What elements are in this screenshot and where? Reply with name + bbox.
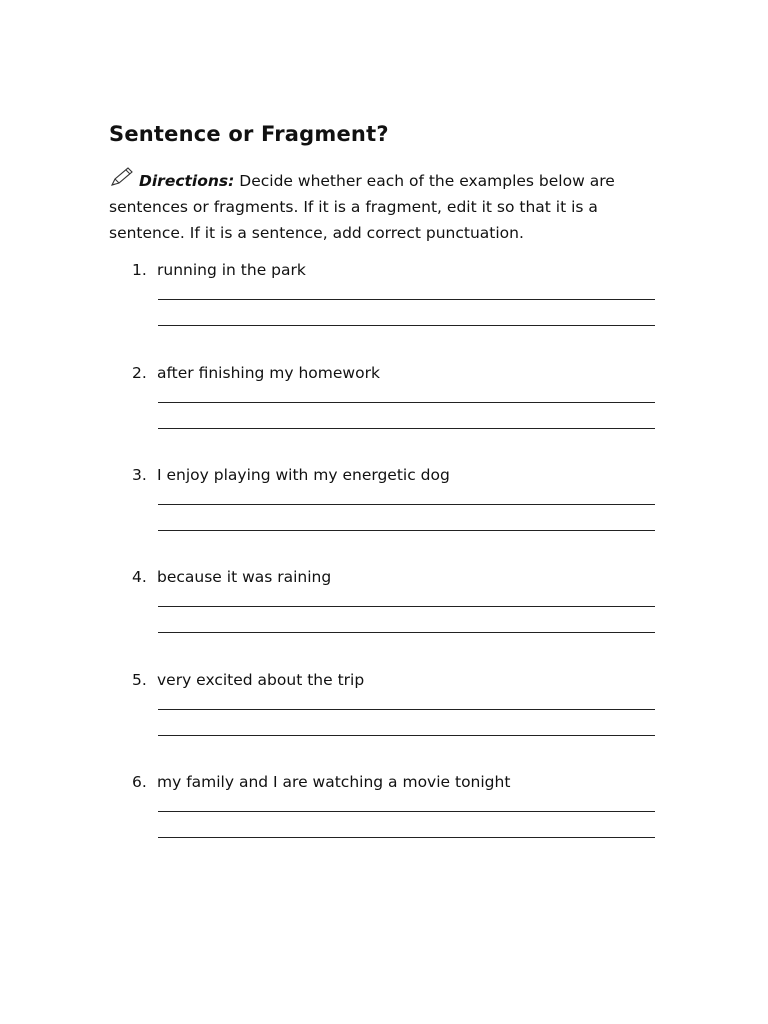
answer-line[interactable] bbox=[158, 632, 655, 633]
question-number: 5. bbox=[132, 671, 147, 689]
answer-line[interactable] bbox=[158, 402, 655, 403]
question-number: 6. bbox=[132, 773, 147, 791]
answer-line[interactable] bbox=[158, 325, 655, 326]
directions-block bbox=[109, 166, 669, 246]
directions-line-1 bbox=[109, 166, 669, 194]
directions-line-3: sentence. If it is a sentence, add correct punctuation. bbox=[109, 224, 524, 242]
question-number: 1. bbox=[132, 261, 147, 279]
question-number: 4. bbox=[132, 568, 147, 586]
question-text: very excited about the trip bbox=[157, 671, 365, 689]
answer-line[interactable] bbox=[158, 811, 655, 812]
answer-line[interactable] bbox=[158, 837, 655, 838]
answer-line[interactable] bbox=[158, 428, 655, 429]
question-text: my family and I are watching a movie tonight bbox=[157, 773, 511, 791]
directions-text-1: Decide whether each of the examples below are bbox=[239, 172, 615, 190]
page-title: Sentence or Fragment? bbox=[109, 122, 389, 146]
question-text: running in the park bbox=[157, 261, 306, 279]
answer-line[interactable] bbox=[158, 530, 655, 531]
directions-label: Directions: bbox=[139, 172, 235, 190]
question-text: because it was raining bbox=[157, 568, 332, 586]
answer-line[interactable] bbox=[158, 504, 655, 505]
pencil-icon bbox=[109, 166, 135, 188]
answer-line[interactable] bbox=[158, 606, 655, 607]
question-number: 3. bbox=[132, 466, 147, 484]
question-number: 2. bbox=[132, 364, 147, 382]
directions-line-2: sentences or fragments. If it is a fragment, edit it so that it is a bbox=[109, 198, 598, 216]
question-text: I enjoy playing with my energetic dog bbox=[157, 466, 450, 484]
answer-line[interactable] bbox=[158, 735, 655, 736]
answer-line[interactable] bbox=[158, 299, 655, 300]
question-text: after finishing my homework bbox=[157, 364, 380, 382]
answer-line[interactable] bbox=[158, 709, 655, 710]
